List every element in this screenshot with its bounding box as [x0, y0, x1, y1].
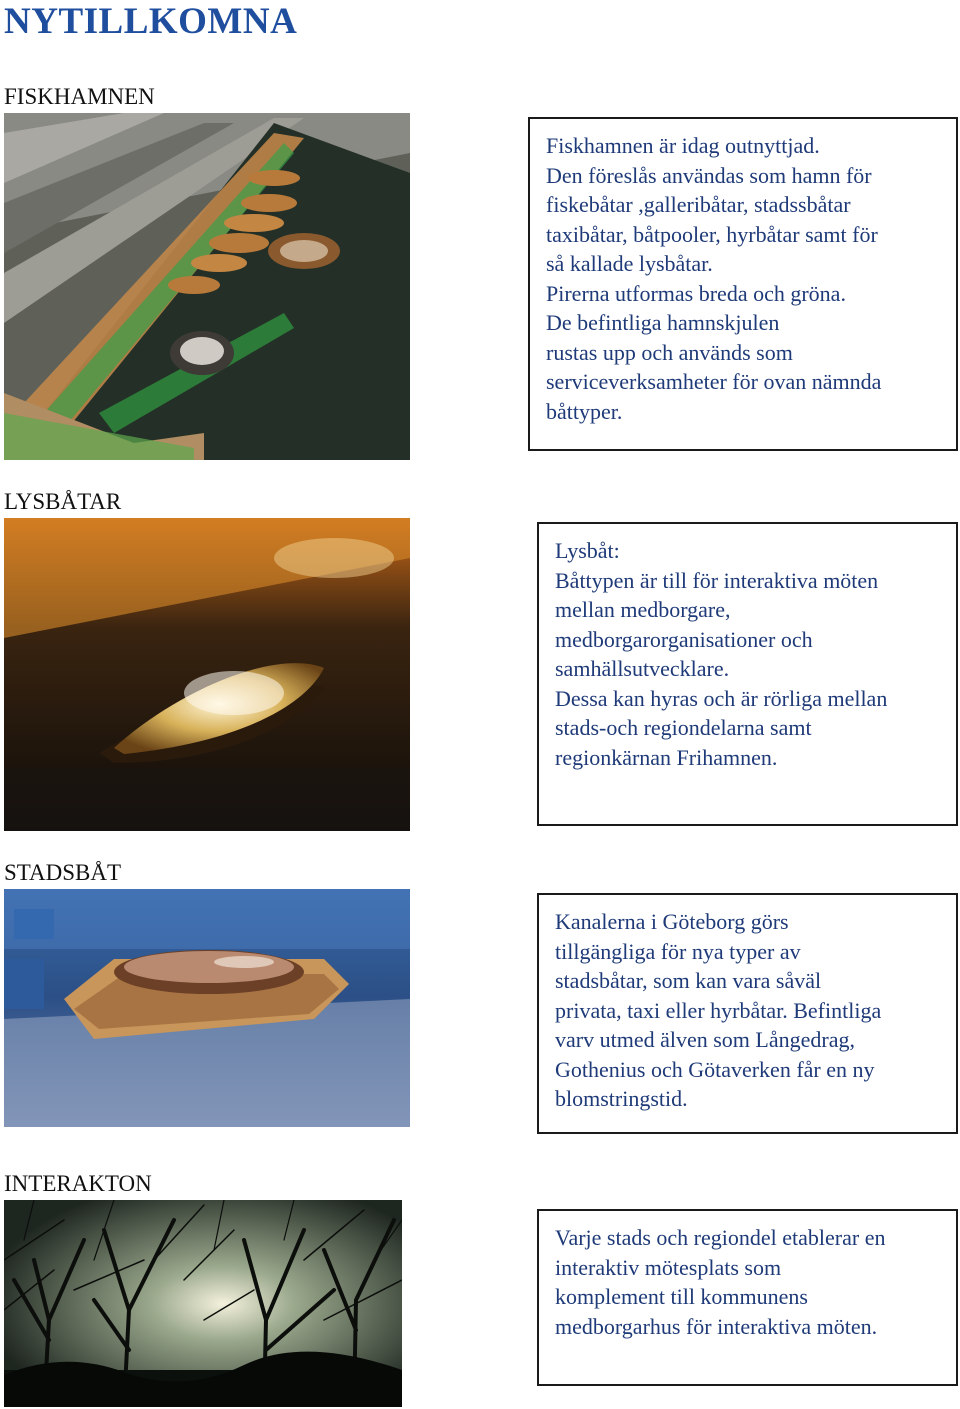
fiskhamnen-line: Den föreslås användas som hamn för — [546, 162, 872, 188]
fiskhamnen-line: Pirerna utformas breda och gröna. — [546, 280, 846, 306]
city-boat-photo — [4, 889, 410, 1127]
stadsbat-line: Gothenius och Götaverken får en ny — [555, 1056, 875, 1082]
section-heading-stadsbat: STADSBÅT — [4, 860, 122, 885]
trees-sky-photo — [4, 1200, 402, 1407]
fiskhamnen-line: så kallade lysbåtar. — [546, 251, 713, 276]
fiskhamnen-line: De befintliga hamnskjulen — [546, 310, 780, 335]
fiskhamnen-line: båttyper. — [546, 398, 623, 424]
lysbatar-line: samhällsutvecklare. — [555, 656, 730, 681]
fiskhamnen-line: taxibåtar, båtpooler, hyrbåtar samt för — [546, 221, 878, 247]
lysbatar-line: Lysbåt: — [555, 538, 620, 563]
lysbatar-line: medborgarorganisationer och — [555, 626, 813, 652]
stadsbat-line: varv utmed älven som Långedrag, — [555, 1027, 855, 1052]
lysbatar-line: Båttypen är till för interaktiva möten — [555, 567, 879, 593]
stadsbat-line: Kanalerna i Göteborg görs — [555, 909, 789, 934]
lysbatar-line: mellan medborgare, — [555, 597, 731, 622]
interakton-line: medborgarhus för interaktiva möten. — [555, 1313, 878, 1339]
fiskhamnen-line: fiskebåtar ,galleribåtar, stadssbåtar — [546, 192, 851, 217]
interakton-line: komplement till kommunens — [555, 1284, 808, 1309]
fiskhamnen-line: rustas upp och används som — [546, 339, 793, 365]
lysbatar-line: Dessa kan hyras och är rörliga mellan — [555, 685, 888, 711]
lysbatar-line: stads-och regiondelarna samt — [555, 715, 812, 740]
fiskhamnen-line: serviceverksamheter för ovan nämnda — [546, 369, 882, 394]
interakton-textbox — [537, 1209, 958, 1386]
harbour-model-photo — [4, 113, 410, 460]
fiskhamnen-textbox — [528, 117, 958, 451]
stadsbat-line: blomstringstid. — [555, 1086, 688, 1111]
page-title: NYTILLKOMNA — [4, 1, 298, 42]
interakton-line: interaktiv mötesplats som — [555, 1254, 782, 1280]
stadsbat-line: privata, taxi eller hyrbåtar. Befintliga — [555, 997, 882, 1023]
fiskhamnen-line: Fiskhamnen är idag outnyttjad. — [546, 133, 820, 158]
stadsbat-line: stadsbåtar, som kan vara såväl — [555, 968, 822, 993]
glowing-boat-photo — [4, 518, 410, 831]
stadsbat-line: tillgängliga för nya typer av — [555, 938, 801, 964]
stadsbat-textbox — [537, 893, 958, 1134]
section-heading-fiskhamnen: FISKHAMNEN — [4, 84, 155, 109]
section-heading-lysbatar: LYSBÅTAR — [4, 489, 122, 514]
lysbatar-line: regionkärnan Frihamnen. — [555, 744, 778, 770]
lysbatar-textbox — [537, 522, 958, 826]
interakton-line: Varje stads och regiondel etablerar en — [555, 1225, 886, 1250]
section-heading-interakton: INTERAKTON — [4, 1171, 152, 1196]
